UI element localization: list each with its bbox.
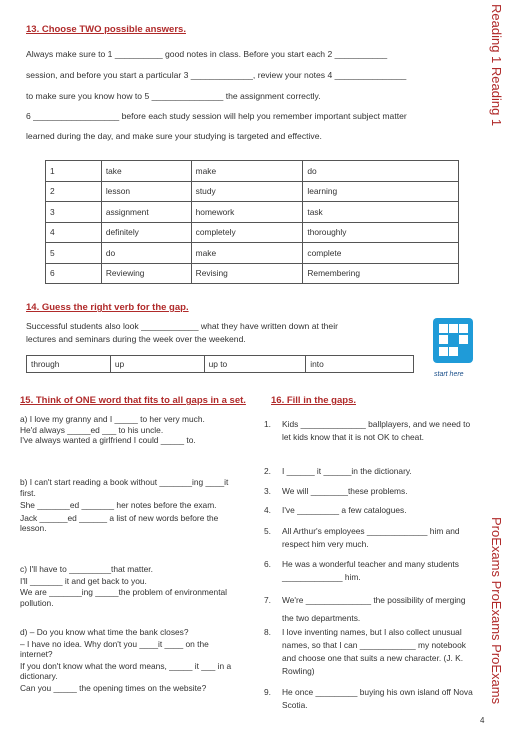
crossword-icon [433,318,473,363]
section-13-heading: 13. Choose TWO possible answers. [26,24,186,35]
table-cell: 4 [46,222,102,243]
s16-item-text: We're ______________ the possibility of merging the two departments. [282,595,466,623]
table-cell: into [306,356,414,373]
s15-b-line: She _______ed _______ her notes before the exam. [20,500,217,511]
table-cell: lesson [101,181,191,202]
table-cell: 6 [46,263,102,284]
table-cell: complete [303,243,459,264]
s15-d-line: – I have no idea. Why don't you ____it ____ on the internet? [20,638,209,660]
s15-a-line: He'd always _____ed ___ to his uncle. [20,424,164,435]
s15-d-line: Can you _____ the opening times on the website? [20,682,207,693]
s15-b-line: b) I can't start reading a book without _______ing ____it first. [20,477,229,498]
table-cell: 5 [46,243,102,264]
table-cell: 2 [46,181,102,202]
table-cell: definitely [101,222,191,243]
s15-c-line: c) I'll have to _________that matter. [20,564,153,574]
table-cell: 3 [46,202,102,223]
s15-c-line: We are _______ing _____the problem of environmental pollution. [20,587,228,608]
s16-item [264,626,476,678]
s15-d-line: d) – Do you know what time the bank closes? [20,627,189,637]
s16-item-text: He once _________ buying his own island off Nova Scotia. [282,687,473,710]
s16-item-number: 3. [264,486,271,496]
table-row [46,222,459,243]
s13-line-5: learned during the day, and make sure your studying is targeted and effective. [26,131,322,141]
table-row [46,202,459,223]
table-cell: Revising [191,263,303,284]
s16-item-number: 7. [264,595,271,605]
table-row [46,161,459,182]
table-cell: Remembering [303,263,459,284]
s16-item-number: 4. [264,505,271,515]
s13-line-4: 6 __________________ before each study session will help you remember important subject matter [26,111,407,121]
s16-item [264,558,476,583]
table-cell: 1 [46,161,102,182]
s16-item-text: He was a wonderful teacher and many students _____________ him. [282,559,459,582]
s13-line-3: to make sure you know how to 5 _______________ the assignment correctly. [26,91,321,101]
table-row [46,181,459,202]
s15-set-c [20,564,236,608]
table-row [46,263,459,284]
table-cell: completely [191,222,303,243]
s16-item [264,505,476,516]
s14-options-table [26,355,414,373]
table-cell: make [191,161,303,182]
s16-item [264,466,476,477]
s16-item-text: I've _________ a few catalogues. [282,505,407,515]
s16-item-text: I love inventing names, but I also collect unusual names, so that I can ____________ my notebook and choose one that suits a new character. (J. K. Rowling) [282,627,466,676]
table-cell: up [110,356,204,373]
s15-set-d [20,627,238,694]
s16-item-text: Kids ______________ ballplayers, and we need to let kids know that it is not OK to cheat. [282,419,471,442]
s16-item [264,486,476,497]
table-cell: study [191,181,303,202]
s16-item-number: 2. [264,466,271,476]
table-cell: do [101,243,191,264]
s16-item [264,418,476,443]
table-cell: thoroughly [303,222,459,243]
table-cell: up to [204,356,306,373]
table-row [46,243,459,264]
s16-item-number: 9. [264,687,271,697]
s14-line-1: Successful students also look ____________ what they have written down at their [26,321,338,331]
s16-item [264,525,476,550]
table-cell: through [27,356,111,373]
s15-a-line: a) I love my granny and I _____ to her very much. [20,414,205,424]
s15-c-line: I'll _______ it and get back to you. [20,575,147,586]
table-cell: assignment [101,202,191,223]
s16-item [264,591,476,627]
table-cell: homework [191,202,303,223]
s13-line-1: Always make sure to 1 __________ good notes in class. Before you start each 2 ___________ [26,49,388,59]
table-cell: task [303,202,459,223]
side-label-proexams: ProExams ProExams ProExams [489,517,504,705]
table-cell: Reviewing [101,263,191,284]
section-16-heading: 16. Fill in the gaps. [271,395,356,406]
s15-set-b [20,477,238,534]
s16-item-number: 5. [264,526,271,536]
s16-item-number: 6. [264,559,271,569]
section-15-heading: 15. Think of ONE word that fits to all gaps in a set. [20,395,246,406]
s15-d-line: If you don't know what the word means, _____ it ___ in a dictionary. [20,660,232,682]
s15-b-line: Jack ______ed ______ a list of new words before the lesson. [20,512,219,534]
table-row [27,356,414,373]
s16-item-text: We will ________these problems. [282,486,408,496]
s14-line-2: lectures and seminars during the week over the weekend. [26,334,246,344]
s13-line-2: session, and before you start a particular 3 _____________, review your notes 4 _______________ [26,70,407,80]
s15-a-line: I've always wanted a girlfriend I could _____ to. [20,435,196,446]
s16-item-number: 8. [264,627,271,637]
s16-item-text: All Arthur's employees _____________ him and respect him very much. [282,526,460,549]
page-number: 4 [480,716,485,725]
s16-item-text: I ______ it ______in the dictionary. [282,466,412,476]
table-cell: learning [303,181,459,202]
side-label-reading: Reading 1 Reading 1 [489,4,504,127]
table-cell: do [303,161,459,182]
s16-item-number: 1. [264,419,271,429]
table-cell: make [191,243,303,264]
s13-options-table [45,160,459,284]
table-cell: take [101,161,191,182]
s15-set-a [20,414,240,446]
icon-caption: start here [434,371,464,378]
section-14-heading: 14. Guess the right verb for the gap. [26,302,189,313]
s16-item [264,686,476,712]
